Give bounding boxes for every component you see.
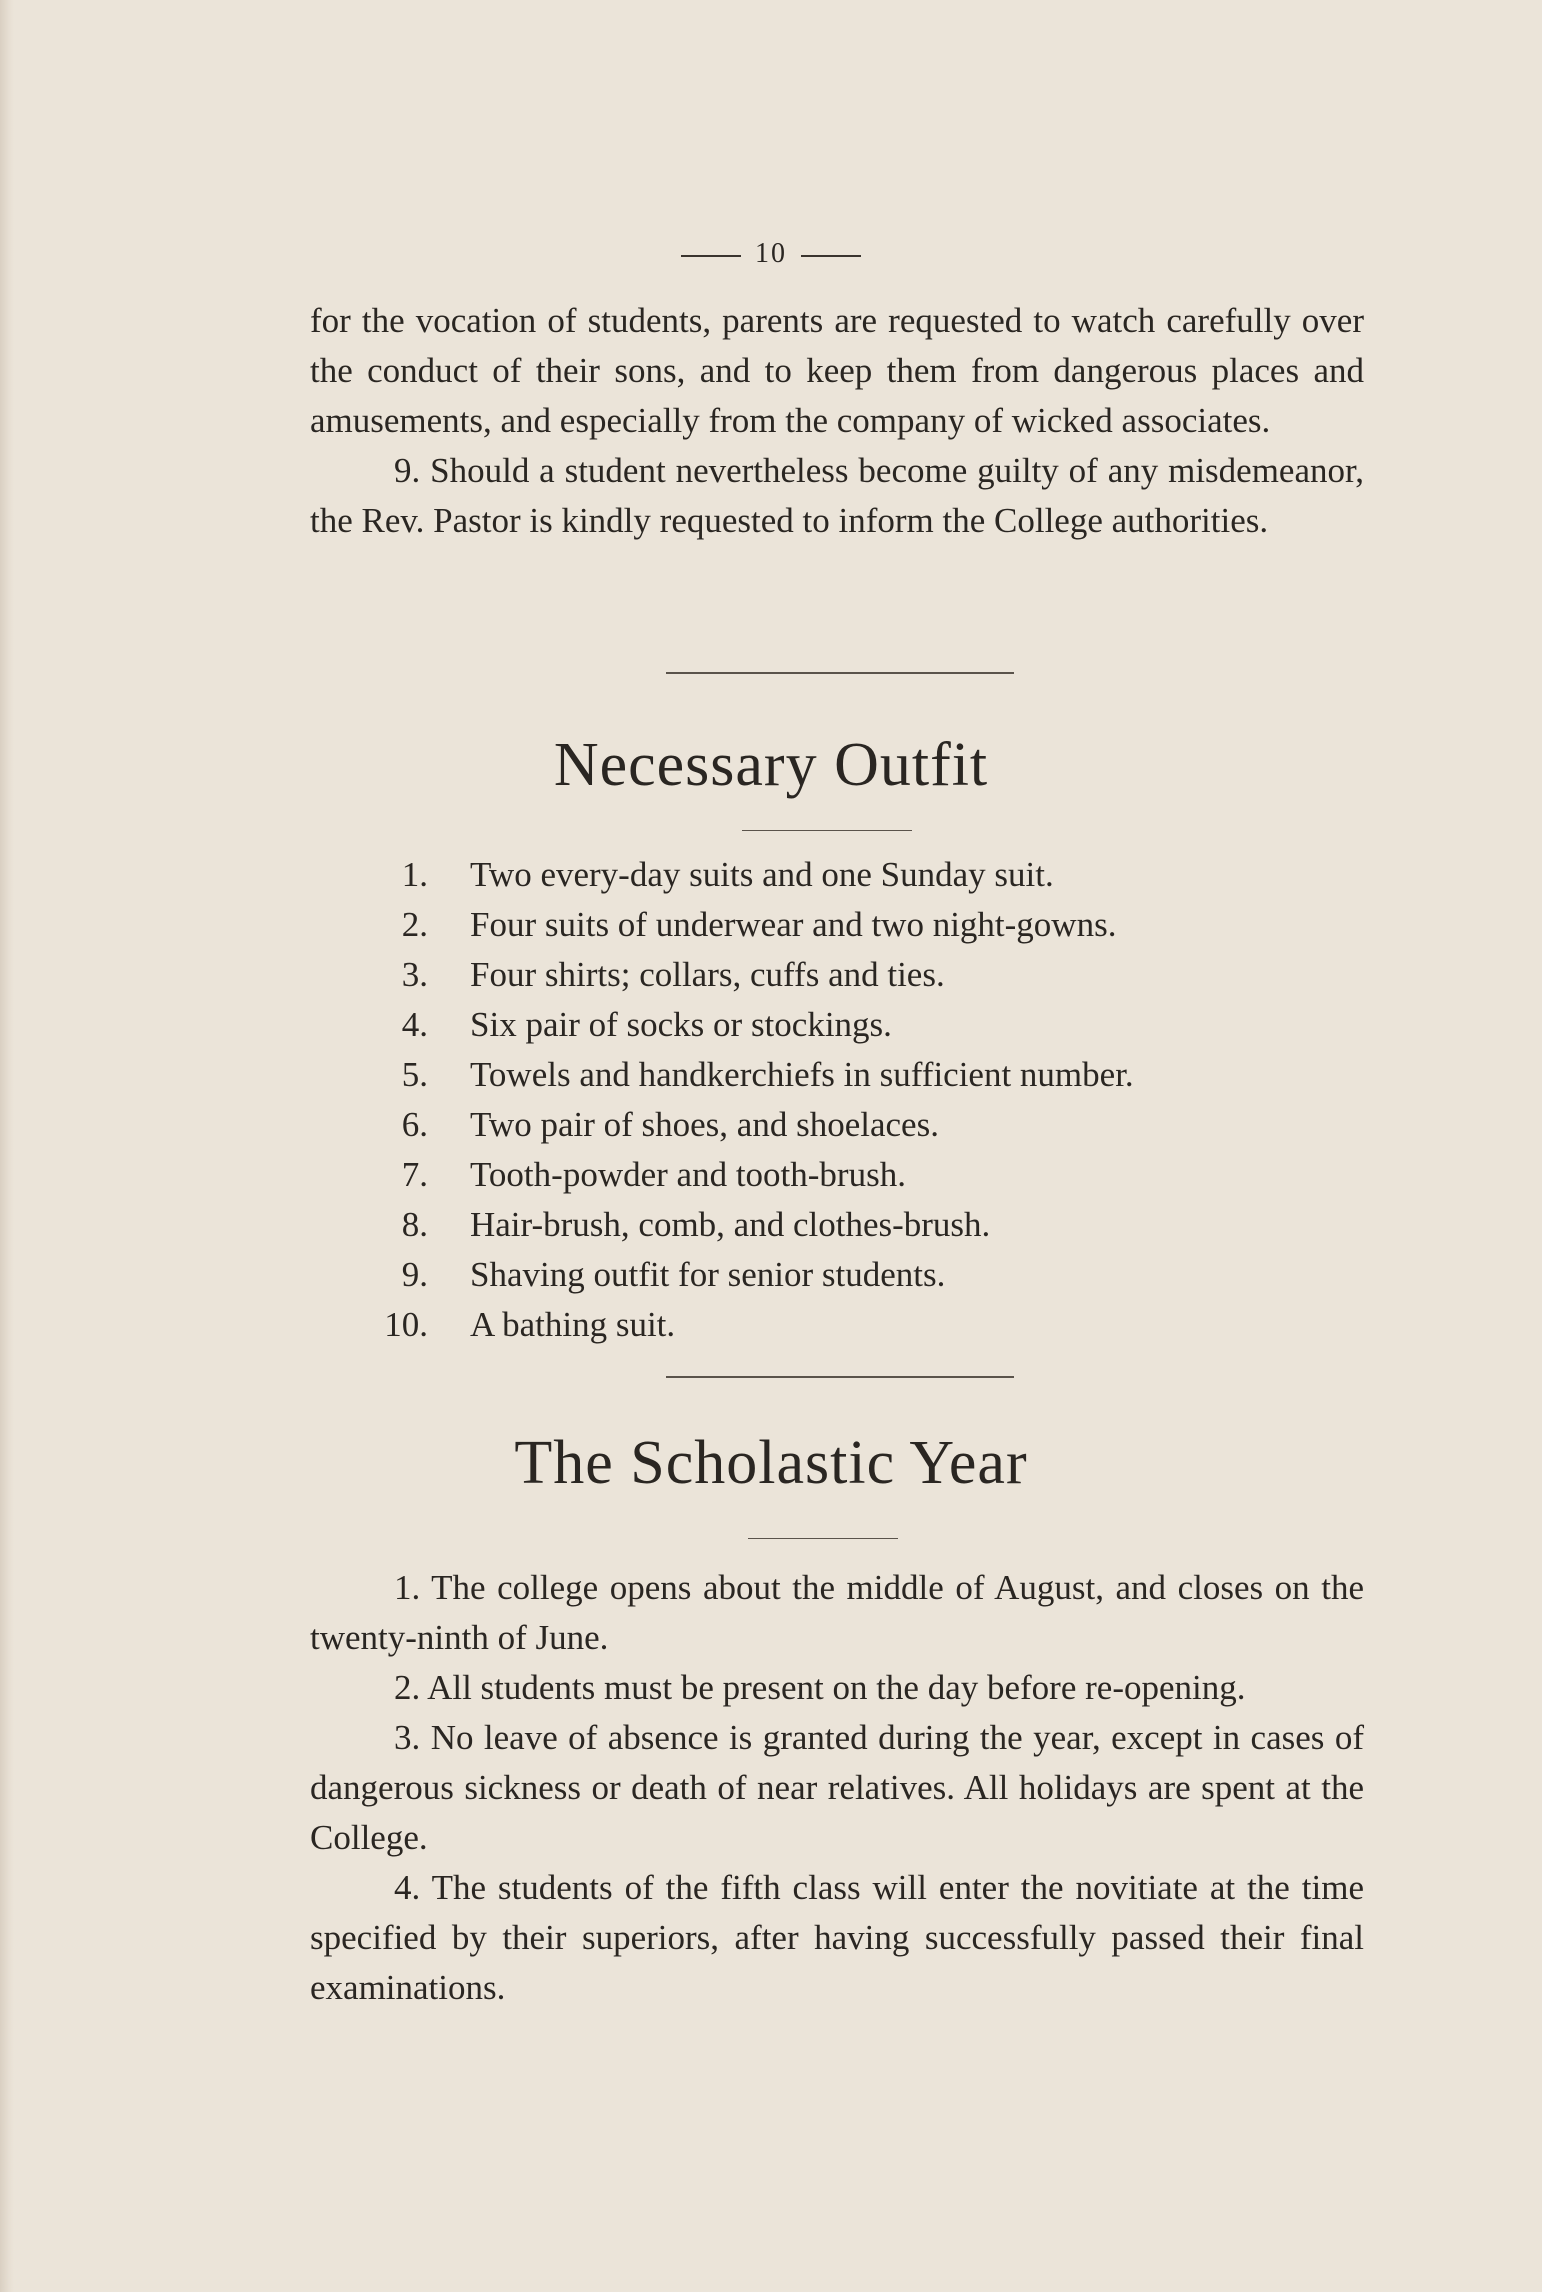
outfit-item-number: 9.: [401, 1255, 428, 1294]
outfit-item-text: Towels and handkerchiefs in sufficient number.: [470, 1055, 1134, 1094]
page-number: [0, 238, 1542, 270]
outfit-item-text: Two every-day suits and one Sunday suit.: [470, 855, 1054, 894]
scholastic-paragraph-text: The students of the fifth class will enter the novitiate at the time specified by their superiors, after having successfully passed their final examinations.: [310, 1868, 1364, 2007]
page-number-dash-right: [801, 255, 861, 257]
outfit-item-number: 3.: [401, 955, 428, 994]
outfit-list: [370, 850, 1134, 1350]
scholastic-paragraph-number: 3.: [394, 1718, 421, 1757]
scholastic-paragraph: [310, 1863, 1364, 2013]
section-divider-1: [666, 672, 1014, 674]
outfit-item-text: Hair-brush, comb, and clothes-brush.: [470, 1205, 991, 1244]
outfit-item: [370, 1150, 1134, 1200]
scholastic-paragraph-text: The college opens about the middle of August, and closes on the twenty-ninth of June.: [310, 1568, 1364, 1657]
scholastic-paragraph-number: 4.: [394, 1868, 421, 1907]
outfit-item: [370, 1050, 1134, 1100]
scholastic-section: [310, 1563, 1364, 2013]
outfit-item: [370, 1250, 1134, 1300]
rule-9-text: Should a student nevertheless become guilty of any misdemeanor, the Rev. Pastor is kindly requested to inform the College authorities.: [310, 451, 1364, 540]
outfit-item-number: 2.: [401, 905, 428, 944]
rule-9-number: 9.: [394, 451, 421, 490]
outfit-item-number: 5.: [401, 1055, 428, 1094]
outfit-item-number: 1.: [401, 855, 428, 894]
outfit-item: [370, 950, 1134, 1000]
scholastic-paragraph-text: No leave of absence is granted during the year, except in cases of dangerous sickness or death of near relatives. All holidays are spent at the College.: [310, 1718, 1364, 1857]
outfit-item-text: Four suits of underwear and two night-gowns.: [470, 905, 1117, 944]
scholastic-paragraph: [310, 1663, 1364, 1713]
outfit-item-number: 4.: [401, 1005, 428, 1044]
scholastic-paragraph: [310, 1713, 1364, 1863]
section-divider-2: [666, 1376, 1014, 1378]
outfit-item-text: Two pair of shoes, and shoelaces.: [470, 1105, 939, 1144]
scholastic-paragraph: [310, 1563, 1364, 1663]
outfit-item-number: 10.: [384, 1305, 428, 1344]
outfit-item: [370, 1200, 1134, 1250]
page-number-dash-left: [681, 255, 741, 257]
scholastic-paragraph-number: 1.: [394, 1568, 421, 1607]
outfit-item-number: 8.: [401, 1205, 428, 1244]
outfit-item: [370, 1000, 1134, 1050]
scholastic-paragraph-number: 2.: [394, 1668, 421, 1707]
outfit-item: [370, 1100, 1134, 1150]
scholastic-heading-underline: [748, 1538, 898, 1539]
outfit-item: [370, 900, 1134, 950]
page-number-text: 10: [755, 238, 787, 269]
outfit-heading-underline: [742, 830, 912, 831]
intro-section: [310, 296, 1364, 546]
outfit-item-text: A bathing suit.: [470, 1305, 676, 1344]
outfit-item: [370, 1300, 1134, 1350]
scholastic-paragraph-text: All students must be present on the day before re-opening.: [427, 1668, 1246, 1707]
outfit-heading: Necessary Outfit: [553, 731, 989, 799]
outfit-item-text: Tooth-powder and tooth-brush.: [470, 1155, 906, 1194]
outfit-item-text: Shaving outfit for senior students.: [470, 1255, 946, 1294]
rule-9-paragraph: [310, 446, 1364, 546]
outfit-item-number: 7.: [401, 1155, 428, 1194]
outfit-item-number: 6.: [401, 1105, 428, 1144]
intro-continuation-paragraph: for the vocation of students, parents are requested to watch carefully over the conduct of their sons, and to keep them from dangerous places and amusements, and especially from the company of wicked associates.: [310, 301, 1364, 440]
outfit-item-text: Four shirts; collars, cuffs and ties.: [470, 955, 945, 994]
outfit-item: [370, 850, 1134, 900]
scholastic-heading: The Scholastic Year: [514, 1429, 1028, 1497]
outfit-item-text: Six pair of socks or stockings.: [470, 1005, 892, 1044]
page-edge: [0, 0, 14, 2292]
